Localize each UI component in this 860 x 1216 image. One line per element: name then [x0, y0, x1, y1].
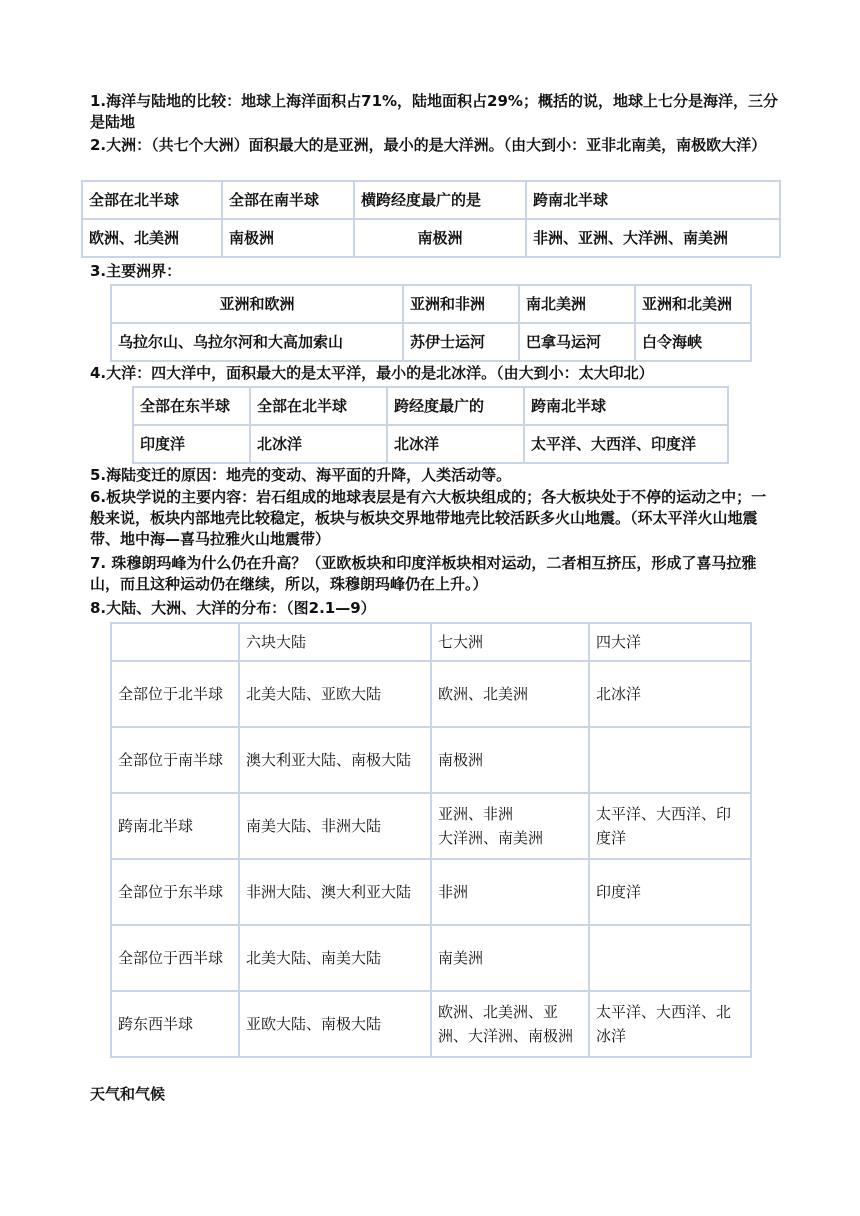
table-cell: 太平洋、大西洋、印度洋	[524, 425, 728, 463]
continents-table	[81, 180, 781, 258]
table-cell: 巴拿马运河	[519, 323, 635, 361]
table-cell: 南极洲	[431, 727, 589, 793]
paragraph-1: 1.海洋与陆地的比较：地球上海洋面积占71%，陆地面积占29%；概括的说，地球上七分是海洋，三分是陆地	[90, 92, 778, 131]
table-cell: 欧洲、北美洲、亚洲、大洋洲、南极洲	[431, 991, 589, 1057]
paragraph-6: 6.板块学说的主要内容：岩石组成的地球表层是有六大板块组成的；各大板块处于不停的运动之中；一般来说，板块内部地壳比较稳定，板块与板块交界地带地壳比较活跃多火山地震。（环太平洋火山地震带、地中海—喜马拉雅火山地震带）	[90, 488, 767, 548]
table-cell: 太平洋、大西洋、北冰洋	[589, 991, 751, 1057]
table-cell: 苏伊士运河	[403, 323, 519, 361]
table-cell: 南美洲	[431, 925, 589, 991]
table-cell: 亚洲和欧洲	[111, 285, 403, 323]
table-cell: 太平洋、大西洋、印度洋	[589, 793, 751, 859]
table-cell: 白令海峡	[635, 323, 751, 361]
table-cell: 澳大利亚大陆、南极大陆	[239, 727, 431, 793]
footer-heading: 天气和气候	[90, 1085, 166, 1103]
table-row	[111, 991, 751, 1057]
table-cell: 亚洲和非洲	[403, 285, 519, 323]
table-cell: 北美大陆、南美大陆	[239, 925, 431, 991]
table-cell: 跨南北半球	[111, 793, 239, 859]
table-cell: 全部位于东半球	[111, 859, 239, 925]
table-row	[133, 425, 728, 463]
table-cell: 北冰洋	[250, 425, 387, 463]
table-row	[111, 859, 751, 925]
table-cell: 跨南北半球	[524, 387, 728, 425]
table-row	[111, 323, 751, 361]
table-cell: 南美大陆、非洲大陆	[239, 793, 431, 859]
paragraph-7: 7. 珠穆朗玛峰为什么仍在升高？（亚欧板块和印度洋板块相对运动，二者相互挤压，形成了喜马拉雅山，而且这种运动仍在继续，所以，珠穆朗玛峰仍在上升。）	[90, 554, 757, 593]
table-cell: 亚洲和北美洲	[635, 285, 751, 323]
table-cell: 印度洋	[133, 425, 250, 463]
table-row	[111, 727, 751, 793]
table-row	[111, 925, 751, 991]
table-cell: 六块大陆	[239, 623, 431, 661]
table-cell	[111, 623, 239, 661]
table-cell: 南极洲	[354, 219, 526, 257]
table-cell: 全部在北半球	[82, 181, 222, 219]
table-header-row	[111, 623, 751, 661]
table-cell: 亚洲、非洲 大洋洲、南美洲	[431, 793, 589, 859]
table-cell: 南极洲	[222, 219, 354, 257]
table-cell: 跨南北半球	[526, 181, 780, 219]
table-row	[82, 219, 780, 257]
table-cell: 全部位于西半球	[111, 925, 239, 991]
table-header-row	[82, 181, 780, 219]
paragraph-2: 2.大洲：（共七个大洲）面积最大的是亚洲，最小的是大洋洲。（由大到小：亚非北南美，南极欧大洋）	[90, 136, 767, 154]
table-cell: 跨东西半球	[111, 991, 239, 1057]
table-cell: 全部在东半球	[133, 387, 250, 425]
oceans-table	[132, 386, 729, 464]
table-cell: 印度洋	[589, 859, 751, 925]
table-header-row	[111, 285, 751, 323]
table-cell: 跨经度最广的	[387, 387, 524, 425]
table-cell: 全部位于南半球	[111, 727, 239, 793]
table-cell	[589, 925, 751, 991]
table-cell: 横跨经度最广的是	[354, 181, 526, 219]
table-cell: 全部在北半球	[250, 387, 387, 425]
table-row	[111, 793, 751, 859]
table-cell: 七大洲	[431, 623, 589, 661]
table-header-row	[133, 387, 728, 425]
paragraph-8: 8.大陆、大洲、大洋的分布：（图2.1—9）	[90, 599, 376, 617]
boundaries-table	[110, 284, 752, 362]
table-cell: 非洲、亚洲、大洋洲、南美洲	[526, 219, 780, 257]
table-cell: 南北美洲	[519, 285, 635, 323]
paragraph-5: 5.海陆变迁的原因：地壳的变动、海平面的升降，人类活动等。	[90, 466, 512, 484]
paragraph-3: 3.主要洲界：	[90, 262, 182, 280]
table-cell	[589, 727, 751, 793]
table-row	[111, 661, 751, 727]
table-cell: 北冰洋	[589, 661, 751, 727]
table-cell: 欧洲、北美洲	[82, 219, 222, 257]
table-cell: 非洲	[431, 859, 589, 925]
table-cell: 乌拉尔山、乌拉尔河和大高加索山	[111, 323, 403, 361]
table-cell: 北美大陆、亚欧大陆	[239, 661, 431, 727]
distribution-table	[110, 622, 752, 1058]
table-cell: 非洲大陆、澳大利亚大陆	[239, 859, 431, 925]
table-cell: 全部位于北半球	[111, 661, 239, 727]
paragraph-4: 4.大洋：四大洋中，面积最大的是太平洋，最小的是北冰洋。（由大到小：太大印北）	[90, 364, 654, 382]
table-cell: 北冰洋	[387, 425, 524, 463]
table-cell: 亚欧大陆、南极大陆	[239, 991, 431, 1057]
table-cell: 全部在南半球	[222, 181, 354, 219]
table-cell: 欧洲、北美洲	[431, 661, 589, 727]
table-cell: 四大洋	[589, 623, 751, 661]
